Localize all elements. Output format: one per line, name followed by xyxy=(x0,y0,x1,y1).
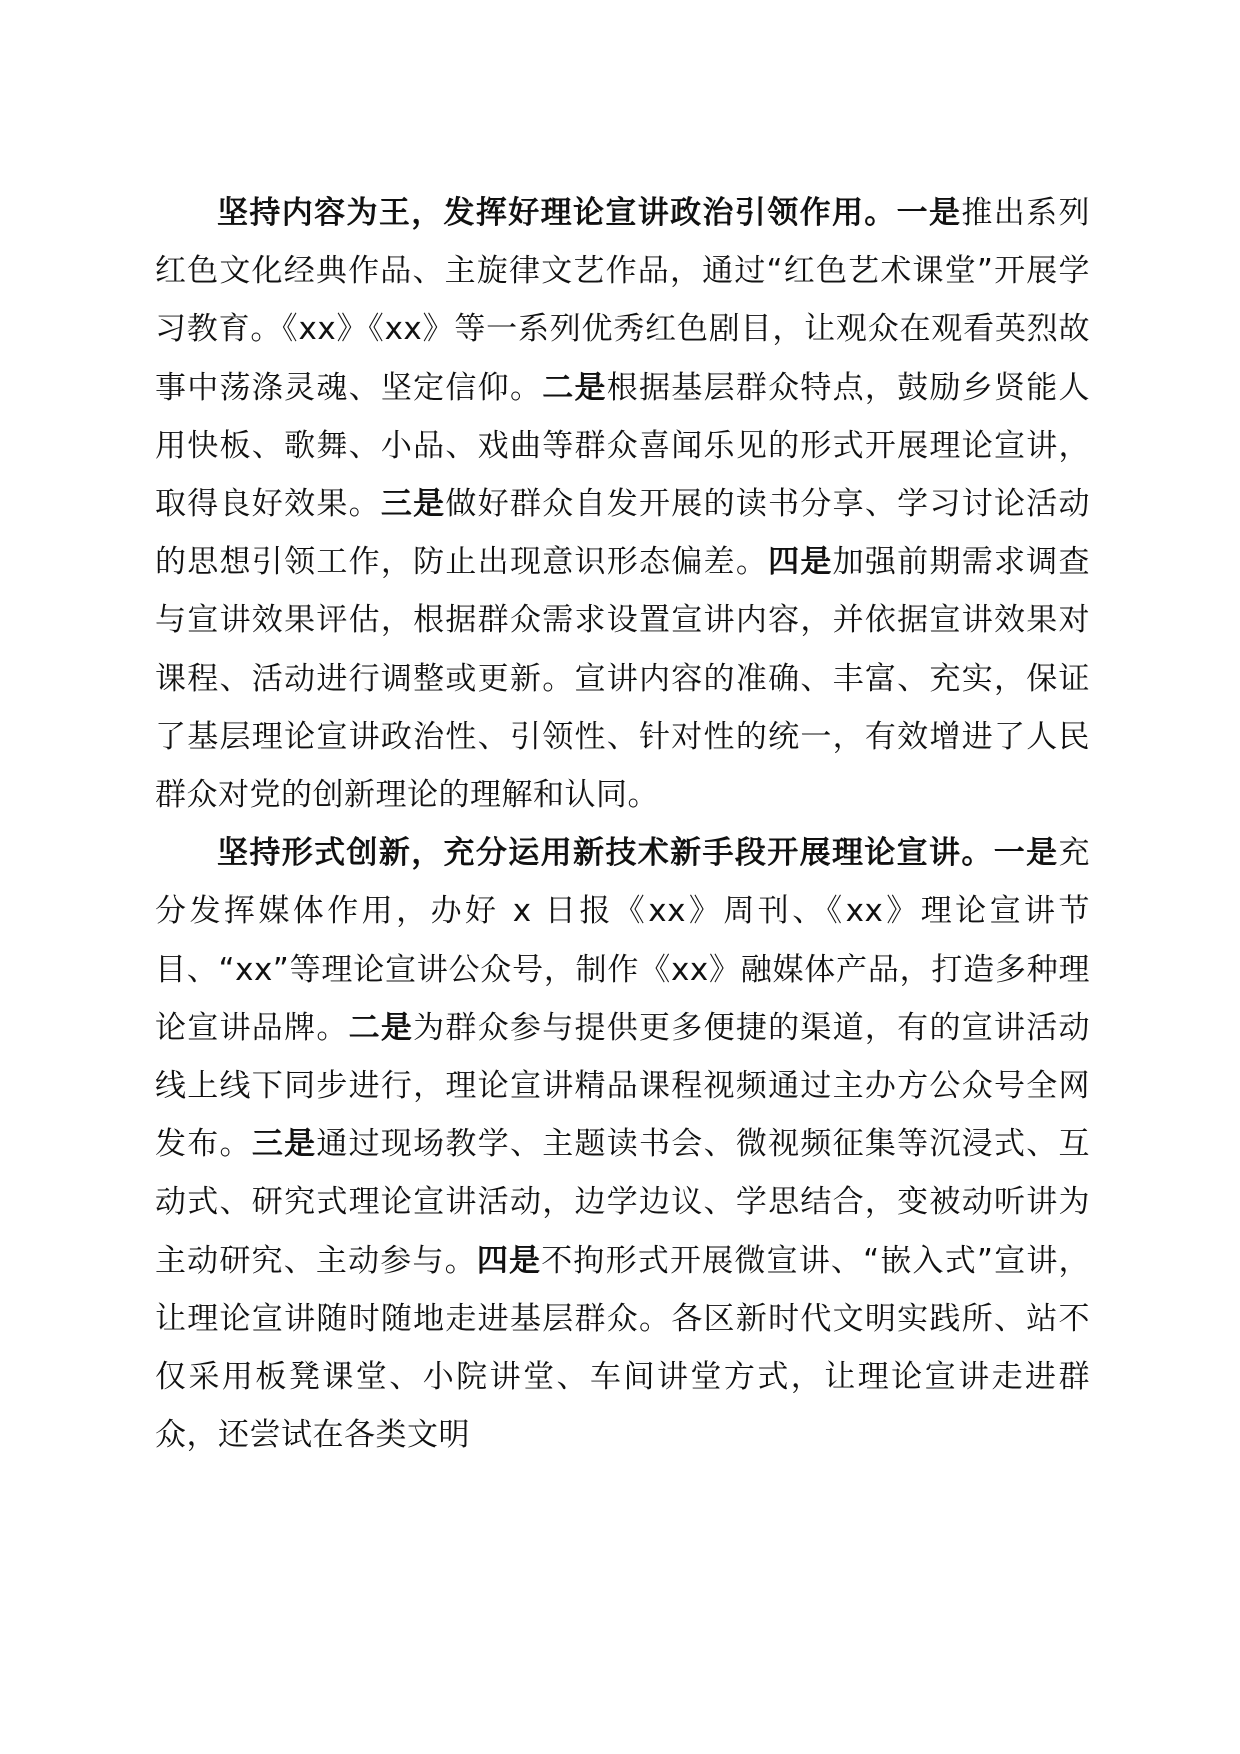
paragraph-heading: 坚持形式创新，充分运用新技术新手段开展理论宣讲。 xyxy=(217,835,994,872)
document-body xyxy=(155,184,1090,1464)
item-lead: 二是 xyxy=(348,1009,414,1046)
item-text: 为群众参与提供更多便捷的渠道，有的宣讲活动线上线下同步进行，理论宣讲精品课程视频通过主办方公众号全网发布。 xyxy=(155,1009,1091,1163)
item-lead: 二是 xyxy=(542,369,607,406)
item-text: 根据基层群众特点，鼓励乡贤能人用快板、歌舞、小品、戏曲等群众喜闻乐见的形式开展理论宣讲，取得良好效果。 xyxy=(155,369,1091,523)
item-text: 做好群众自发开展的读书分享、学习讨论活动的思想引领工作，防止出现意识形态偏差。 xyxy=(155,486,1091,581)
item-lead: 三是 xyxy=(380,486,446,523)
item-lead: 四是 xyxy=(768,544,833,581)
item-lead: 一是 xyxy=(993,835,1059,872)
item-text: 不拘形式开展微宣讲、“嵌入式”宣讲，让理论宣讲随时随地走进基层群众。各区新时代文明实践所、站不仅采用板凳课堂、小院讲堂、车间讲堂方式，让理论宣讲走进群众，还尝试在各类文明 xyxy=(155,1242,1091,1454)
item-text: 充分发挥媒体作用，办好 x 日报《xx》周刊、《xx》理论宣讲节目、“xx”等理论宣讲公众号，制作《xx》融媒体产品，打造多种理论宣讲品牌。 xyxy=(155,835,1091,1046)
item-lead: 四是 xyxy=(476,1242,542,1279)
paragraph-content-first xyxy=(155,184,1090,824)
paragraph-form-innovation xyxy=(155,824,1090,1464)
paragraph-heading: 坚持内容为王，发挥好理论宣讲政治引领作用。 xyxy=(217,195,897,231)
item-text: 通过现场教学、主题读书会、微视频征集等沉浸式、互动式、研究式理论宣讲活动，边学边议、学思结合，变被动听讲为主动研究、主动参与。 xyxy=(155,1126,1091,1279)
item-lead: 一是 xyxy=(896,195,962,231)
item-text: 推出系列红色文化经典作品、主旋律文艺作品，通过“红色艺术课堂”开展学习教育。《xx》《xx》等一系列优秀红色剧目，让观众在观看英烈故事中荡涤灵魂、坚定信仰。 xyxy=(155,195,1091,406)
item-lead: 三是 xyxy=(251,1126,317,1163)
item-text: 加强前期需求调查与宣讲效果评估，根据群众需求设置宣讲内容，并依据宣讲效果对课程、活动进行调整或更新。宣讲内容的准确、丰富、充实，保证了基层理论宣讲政治性、引领性、针对性的统一，有效增进了人民群众对党的创新理论的理解和认同。 xyxy=(155,544,1091,814)
